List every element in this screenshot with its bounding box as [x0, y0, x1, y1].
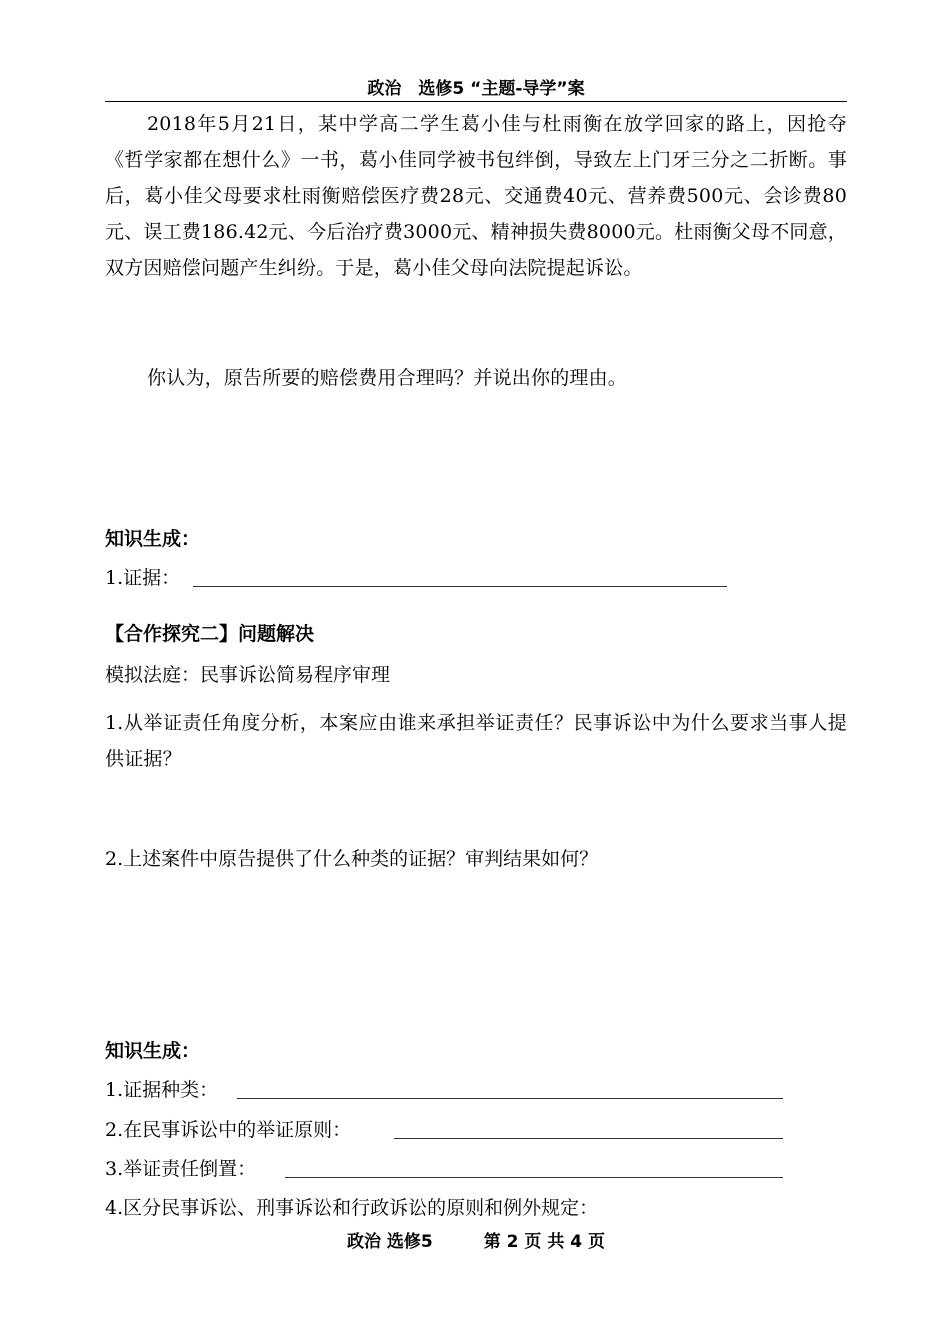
- answer-blank-evidence[interactable]: [193, 586, 727, 587]
- case-paragraph: 2018年5月21日，某中学高二学生葛小佳与杜雨衡在放学回家的路上，因抢夺《哲学家都在想什么》一书，葛小佳同学被书包绊倒，导致左上门牙三分之二折断。事后，葛小佳父母要求杜雨衡赔偿医疗费28元、交通费40元、营养费500元、会诊费80元、误工费186.42元、今后治疗费3000元、精神损失费8000元。杜雨衡父母不同意，双方因赔偿问题产生纠纷。于是，葛小佳父母向法院提起诉讼。: [105, 113, 847, 279]
- question-2: 2.上述案件中原告提供了什么种类的证据？审判结果如何？: [105, 848, 599, 870]
- case-question: 你认为，原告所要的赔偿费用合理吗？并说出你的理由。: [147, 367, 628, 389]
- question-1: 1.从举证责任角度分析，本案应由谁来承担举证责任？民事诉讼中为什么要求当事人提供证据？: [105, 712, 847, 770]
- knowledge-heading-1: 知识生成：: [105, 528, 201, 550]
- knowledge2-item-2: 2.在民事诉讼中的举证原则：: [105, 1119, 352, 1141]
- answer-blank-burden-reversal[interactable]: [285, 1177, 783, 1178]
- knowledge2-item-4: 4.区分民事诉讼、刑事诉讼和行政诉讼的原则和例外规定：: [105, 1197, 599, 1219]
- knowledge2-item-3: 3.举证责任倒置：: [105, 1158, 257, 1180]
- knowledge1-item-evidence: 1.证据：: [105, 567, 181, 589]
- knowledge-heading-2: 知识生成：: [105, 1040, 201, 1062]
- answer-blank-burden-principle[interactable]: [394, 1138, 783, 1139]
- knowledge2-item-1: 1.证据种类：: [105, 1079, 219, 1101]
- page-header: 政治 选修5 “主题-导学”案: [367, 79, 585, 99]
- answer-blank-evidence-types[interactable]: [237, 1098, 783, 1099]
- page-footer: 政治 选修5 第 2 页 共 4 页: [347, 1232, 605, 1252]
- section2-subtitle: 模拟法庭：民事诉讼简易程序审理: [105, 664, 391, 686]
- section2-heading: 【合作探究二】问题解决: [105, 623, 315, 645]
- header-divider: [105, 101, 847, 102]
